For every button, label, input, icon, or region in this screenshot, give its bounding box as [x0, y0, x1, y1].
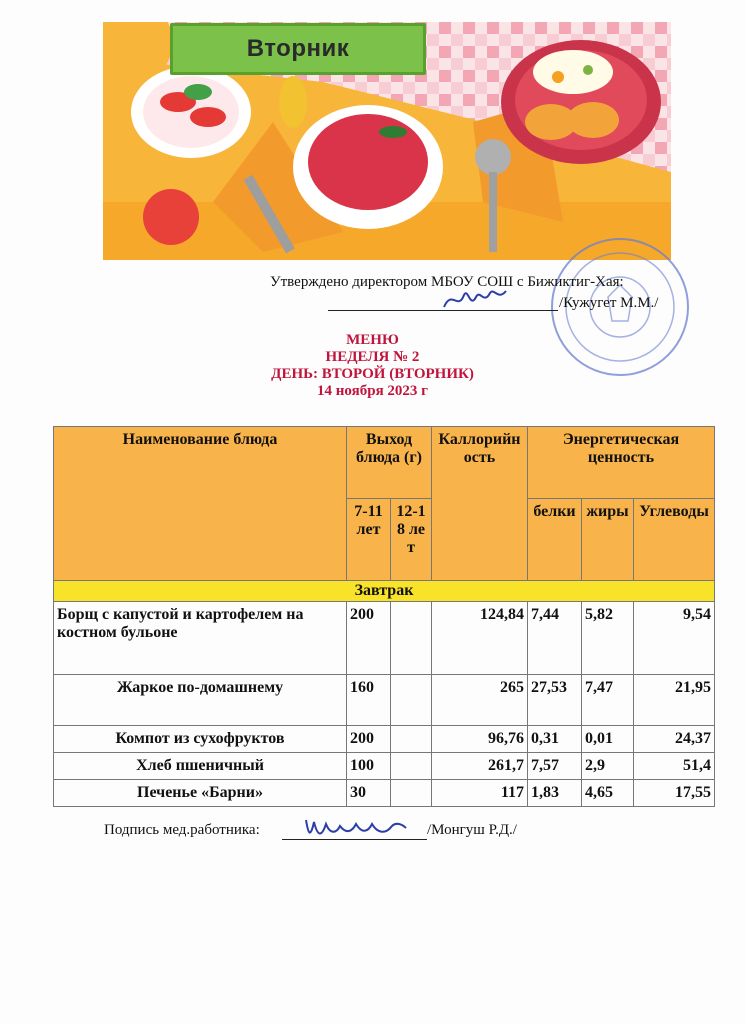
calories: 117: [432, 780, 528, 807]
medic-name: /Монгуш Р.Д./: [427, 822, 517, 838]
table-header-row: [54, 427, 715, 499]
carbs: 51,4: [634, 753, 715, 780]
output-7-11: 30: [347, 780, 391, 807]
dish-name: Жаркое по-домашнему: [54, 675, 347, 726]
menu-table: [53, 426, 715, 807]
carbs: 17,55: [634, 780, 715, 807]
fats: 5,82: [582, 602, 634, 675]
calories: 96,76: [432, 726, 528, 753]
proteins: 1,83: [528, 780, 582, 807]
header-output: Выход блюда (г): [347, 427, 432, 499]
output-12-18: [391, 726, 432, 753]
output-12-18: [391, 780, 432, 807]
fats: 4,65: [582, 780, 634, 807]
proteins: 7,57: [528, 753, 582, 780]
table-row: [54, 780, 715, 807]
day-banner-label: Вторник: [170, 23, 426, 75]
header-fats: жиры: [582, 499, 634, 581]
calories: 261,7: [432, 753, 528, 780]
table-row: [54, 675, 715, 726]
output-12-18: [391, 753, 432, 780]
medic-signature-label: Подпись мед.работника:: [104, 822, 260, 838]
fats: 2,9: [582, 753, 634, 780]
table-row: [54, 753, 715, 780]
section-row: [54, 581, 715, 602]
menu-title: МЕНЮ: [346, 332, 399, 348]
header-calories: Каллорийность: [432, 427, 528, 581]
table-row: [54, 602, 715, 675]
header-energy: Энергетическая ценность: [528, 427, 715, 499]
calories: 265: [432, 675, 528, 726]
week-number: НЕДЕЛЯ № 2: [325, 349, 420, 365]
output-7-11: 200: [347, 726, 391, 753]
output-7-11: 100: [347, 753, 391, 780]
header-dish-name: Наименование блюда: [54, 427, 347, 581]
output-7-11: 200: [347, 602, 391, 675]
dish-name: Печенье «Барни»: [54, 780, 347, 807]
header-age-12-18: 12-18 лет: [391, 499, 432, 581]
output-12-18: [391, 675, 432, 726]
director-signature: [440, 283, 510, 317]
director-name: /Кужугет М.М./: [559, 295, 659, 311]
day-title: ДЕНЬ: ВТОРОЙ (ВТОРНИК): [271, 366, 474, 382]
dish-name: Компот из сухофруктов: [54, 726, 347, 753]
carbs: 21,95: [634, 675, 715, 726]
menu-date: 14 ноября 2023 г: [317, 383, 428, 399]
dish-name: Борщ с капустой и картофелем на костном бульоне: [54, 602, 347, 675]
output-12-18: [391, 602, 432, 675]
header-carbs: Углеводы: [634, 499, 715, 581]
header-proteins: белки: [528, 499, 582, 581]
fats: 0,01: [582, 726, 634, 753]
carbs: 9,54: [634, 602, 715, 675]
proteins: 27,53: [528, 675, 582, 726]
dish-name: Хлеб пшеничный: [54, 753, 347, 780]
proteins: 0,31: [528, 726, 582, 753]
fats: 7,47: [582, 675, 634, 726]
header-age-7-11: 7-11 лет: [347, 499, 391, 581]
proteins: 7,44: [528, 602, 582, 675]
medic-signature: [300, 812, 410, 846]
section-breakfast: Завтрак: [54, 581, 715, 602]
table-row: [54, 726, 715, 753]
calories: 124,84: [432, 602, 528, 675]
approval-text: Утверждено директором МБОУ СОШ с Бижиктиг-Хая:: [270, 274, 624, 290]
carbs: 24,37: [634, 726, 715, 753]
output-7-11: 160: [347, 675, 391, 726]
